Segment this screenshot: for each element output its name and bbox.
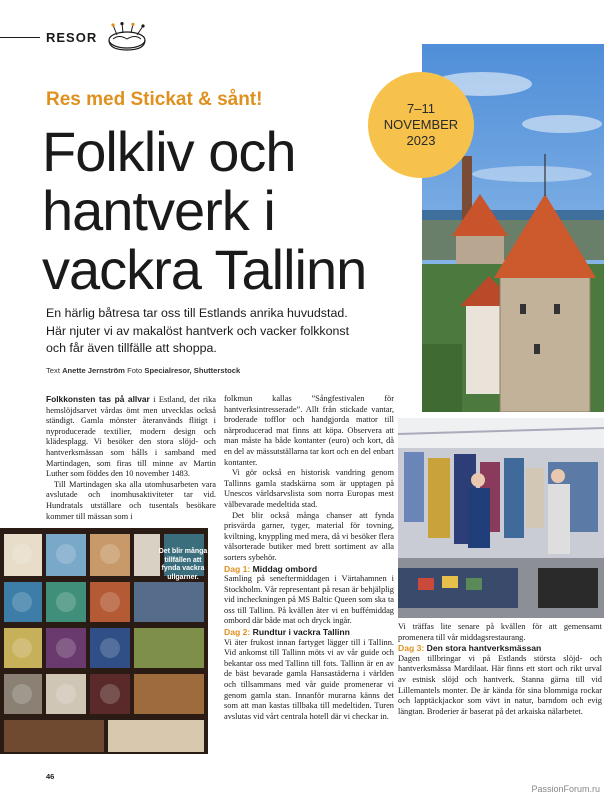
byline-photo-label: Foto xyxy=(127,366,143,375)
headline-line: vackra Tallinn xyxy=(42,238,367,301)
section-rule xyxy=(0,37,40,38)
craft-fair-photo xyxy=(398,418,604,618)
byline xyxy=(46,366,240,375)
byline-photo-source: Specialresor, Shutterstock xyxy=(144,366,241,375)
intro-line: och får även tillfälle att shoppa. xyxy=(46,341,217,355)
paragraph: Vi äter frukost innan fartyget lägger till i Tallinn. Vid ankomst till Tallinn möts vi av vår guide och bekantar oss med Tallinn till fots. Tallinn är en av de bäst bevarade gamla Hansastäderna i världen och tillsammans med vår guide promenerar vi genom gamla stan. Innanför murarna känns det som att man kastas tillbaka till medeltiden. Turen avslutas vid vårt centrala hotell där vi checkar in. xyxy=(224,637,394,721)
paragraph: Dagen tillbringar vi på Estlands största slöjd- och hantverksmässa Mardilaat. Här finns ett stort och rikt urval av estnisk slöjd och hantverk. Stanna gärna till vid Lillemantels monter. De är kända för sina blommiga rockar och lapptäckjackor som vävt in natur, barndom och evig längtan. Broderier är baserat på det arkaiska nälarbetet. xyxy=(398,653,602,716)
day-title: Den stora hantverksmässan xyxy=(424,643,542,654)
paragraph: Till Martindagen ska alla utomhusarbeten vara avslutade och inomhusaktiviteter tar vid. Hundratals utställare och tusentals besökare kommer till mässan som i xyxy=(46,479,216,521)
lead-in: Folkkonsten tas på allvar xyxy=(46,394,150,404)
paragraph: Samling på seneftermiddagen i Värtahamnen i Stockholm. Vår representant på resan är behjälplig vid incheckningen på MS Baltic Queen som ska ta oss till Tallinn. På kvällen äter vi en buffémiddag ombord där både mat och dryck ingår. xyxy=(224,574,394,626)
headline-line: Folkliv och xyxy=(42,120,296,183)
intro-line: Här njuter vi av makalöst hantverk och vacker folkkonst xyxy=(46,323,350,338)
date-year: 2023 xyxy=(406,133,436,148)
day-label: Dag 1: xyxy=(224,563,251,574)
day-heading xyxy=(224,564,394,575)
day-heading xyxy=(224,627,394,638)
date-days: 7–11 xyxy=(407,101,435,116)
paragraph: Vi träffas lite senare på kvällen för att gemensamt promenera till vår middagsrestaurang. xyxy=(398,622,602,642)
date-badge xyxy=(368,72,474,178)
headline-line: hantverk i xyxy=(42,179,275,242)
day-label: Dag 2: xyxy=(224,627,251,638)
watermark: PassionForum.ru xyxy=(531,784,600,794)
paragraph-text: i Estland, det rika hemslöjdsarvet vårdas ömt men utvecklas också ständigt. Gamla mönster återanvänds flitigt i nyproducerade textilier, modern design och klädesplagg. Vi besöker den stora slöjd- och hantverksmässan som hålls i samband med Martindagen, som firas till minne av Martin Luther som föddes den 10 november 1483. xyxy=(46,395,216,479)
day-heading xyxy=(398,643,602,654)
pincushion-icon xyxy=(103,22,151,52)
article-column-1 xyxy=(46,394,216,522)
date-month: NOVEMBER xyxy=(383,117,459,132)
byline-text-label: Text xyxy=(46,366,60,375)
paragraph: Det blir också många chanser att fynda prisvärda garner, tyger, material för tovning, kviltning, knyppling med mera, då vi besöker flera välsorterade butiker med brett sortiment av alla sorters sybehör. xyxy=(224,510,395,562)
page-number: 46 xyxy=(46,772,55,781)
byline-author: Anette Jernström xyxy=(62,366,125,375)
article-column-3 xyxy=(398,622,602,717)
day-title: Middag ombord xyxy=(250,563,318,574)
section-header xyxy=(0,26,151,48)
article-column-2 xyxy=(224,394,394,722)
day-label: Dag 3: xyxy=(398,643,425,654)
intro-line: En härlig båtresa tar oss till Estlands anrika huvudstad. xyxy=(46,306,348,320)
paragraph: Vi gör också en historisk vandring genom Tallinns gamla stadskärna som är upptagen på Unescos världsarvslista som norra Europas mest välbevarade medeltida stad. xyxy=(224,468,394,509)
intro-text xyxy=(46,305,396,358)
paragraph: folkmun kallas ”Sångfestivalen för hantverksintresserade”. Allt från stickade vantar, broderade tofflor och handgjorda mattor till närproducerad mat finns att köpa. Observera att man måste ha både kontanter (euro) och kort, då en del av mässutställarna tar kort och en del enbart kontanter. xyxy=(224,394,394,467)
section-label: RESOR xyxy=(46,29,98,45)
paragraph xyxy=(46,394,216,480)
kicker: Res med Stickat & sånt! xyxy=(46,89,263,110)
photo-caption: Det blir många tillfällen att fynda vackra ullgarner. xyxy=(158,548,208,581)
day-title: Rundtur i vackra Tallinn xyxy=(250,627,350,638)
